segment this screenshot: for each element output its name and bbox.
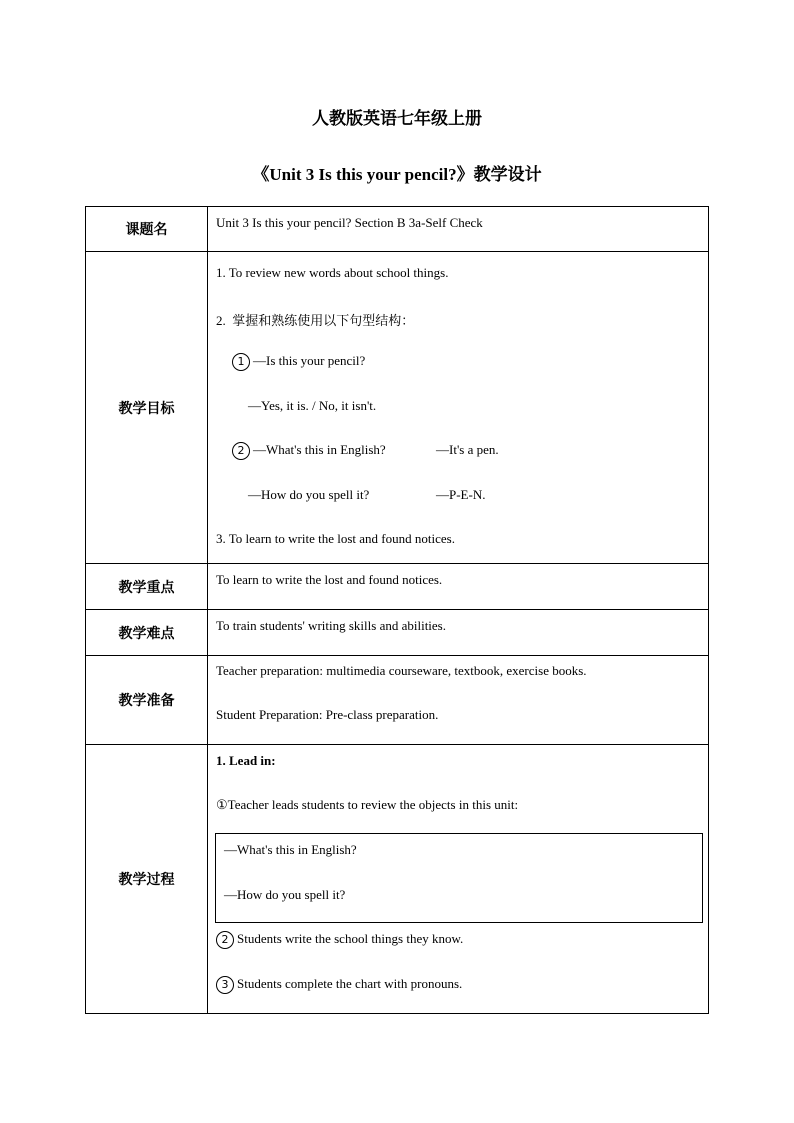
objective-3: 3. To learn to write the lost and found notices. (216, 531, 455, 546)
row-difficult-points (86, 610, 708, 656)
student-preparation: Student Preparation: Pre-class preparation. (216, 707, 439, 722)
step-1-review: ①Teacher leads students to review the objects in this unit: (216, 797, 519, 812)
key-points-value: To learn to write the lost and found notices. (216, 572, 443, 587)
objective-1: 1. To review new words about school things. (216, 265, 449, 280)
topic-label: 课题名 (86, 207, 208, 251)
step-2-write: 2 Students write the school things they know. (216, 931, 463, 949)
lesson-plan-table (85, 206, 709, 1014)
circled-number-2: 2 (216, 931, 234, 949)
row-process (86, 745, 708, 1013)
topic-value: Unit 3 Is this your pencil? Section B 3a-Self Check (216, 215, 483, 230)
pattern-2-spell-answer: —P-E-N. (436, 487, 486, 502)
difficult-points-value: To train students' writing skills and abilities. (216, 618, 446, 633)
preparation-label: 教学准备 (86, 656, 208, 744)
document-title: 人教版英语七年级上册 (312, 109, 482, 129)
process-label: 教学过程 (86, 745, 208, 1013)
row-key-points (86, 564, 708, 610)
step-3-chart: 3 Students complete the chart with pronouns. (216, 976, 462, 994)
pattern-1-question: 1 —Is this your pencil? (232, 353, 365, 371)
circled-number-2: 2 (232, 442, 250, 460)
pattern-2-question: 2 —What's this in English? (232, 442, 386, 460)
dialogue-question: —What's this in English? (224, 842, 357, 857)
objectives-label: 教学目标 (86, 252, 208, 563)
teacher-preparation: Teacher preparation: multimedia courseware, textbook, exercise books. (216, 663, 587, 678)
dialogue-box (215, 833, 703, 923)
row-preparation (86, 656, 708, 745)
objective-2: 2. 掌握和熟练使用以下句型结构： (216, 313, 415, 329)
circled-number-1: 1 (232, 353, 250, 371)
row-objectives (86, 252, 708, 564)
pattern-2-answer: —It's a pen. (436, 442, 499, 457)
dialogue-spell: —How do you spell it? (224, 887, 346, 902)
pattern-1-answer: —Yes, it is. / No, it isn't. (248, 398, 377, 413)
key-points-label: 教学重点 (86, 564, 208, 609)
pattern-2-spell-question: —How do you spell it? (248, 487, 370, 502)
row-topic (86, 207, 708, 252)
circled-number-3: 3 (216, 976, 234, 994)
difficult-points-label: 教学难点 (86, 610, 208, 655)
document-subtitle: 《Unit 3 Is this your pencil?》教学设计 (252, 165, 542, 184)
step-lead-in: 1. Lead in: (216, 753, 276, 768)
